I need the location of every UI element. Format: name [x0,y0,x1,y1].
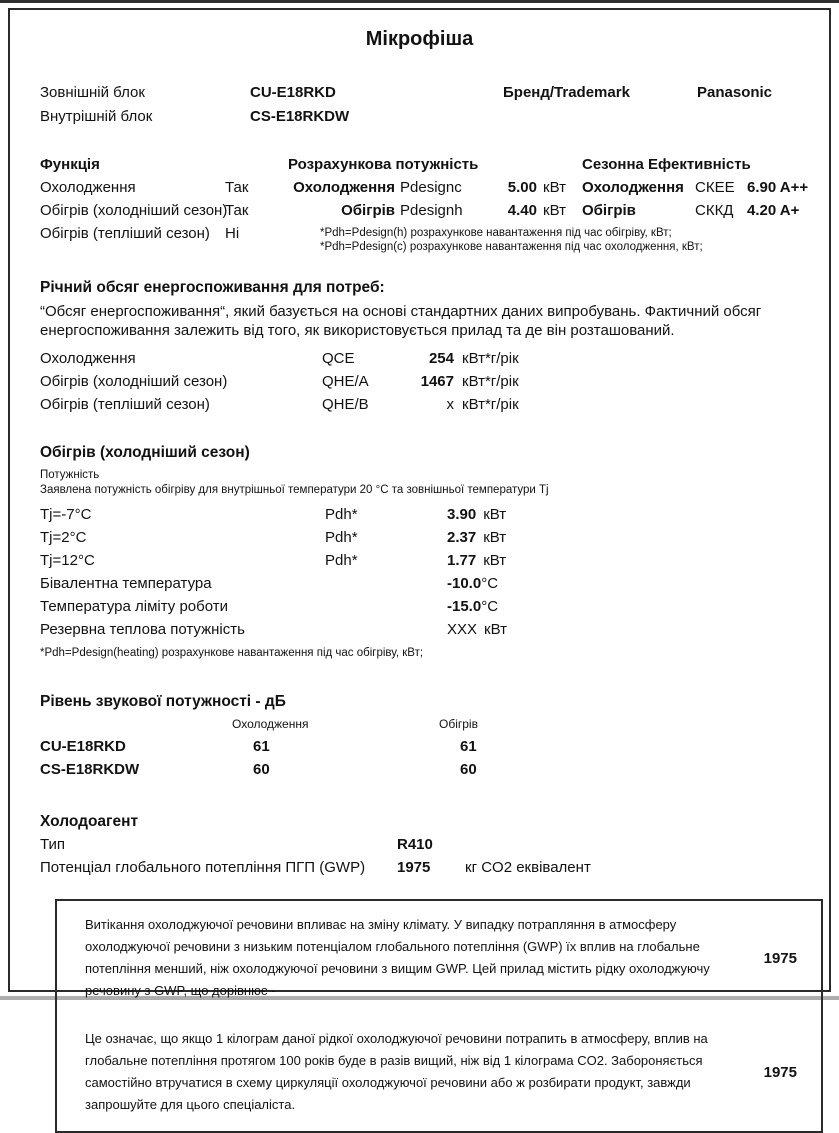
function-label: Обігрів (тепліший сезон) [40,225,210,242]
heating-footnote: *Pdh=Pdesign(heating) розрахункове навантаження під час обігріву, кВт; [40,647,424,659]
sound-cooling-value: 60 [253,761,270,778]
heating-row [40,572,819,595]
design-capacity-header: Розрахункова потужність [288,156,479,173]
heating-value: 3.90 [447,506,477,523]
refrigerant-type-label: Тип [40,836,66,853]
refrigerant-type-value: R410 [397,836,433,853]
refrigerant-gwp-value: 1975 [397,859,431,876]
capacity-unit: кВт [543,202,566,219]
heating-unit: °C [481,598,499,615]
heating-label: Резервна теплова потужність [40,621,245,638]
energy-label: Обігрів (тепліший сезон) [40,396,210,413]
refrigerant-gwp-row [40,856,819,879]
sound-model: CS-E18RKDW [40,761,140,778]
heating-value: 1.77 [447,552,477,569]
outdoor-unit-row [40,81,819,105]
refrigerant-section [40,811,819,879]
energy-unit: кВт*г/рік [462,373,519,390]
notice-gwp-value: 1975 [763,1063,797,1081]
function-row [40,199,285,222]
notice-text: Це означає, що якщо 1 кілограм даної рідкої охолоджуючої речовини потрапить в атмосферу, вплив на глобальне потепління протягом 100 років буде в разів вищий, ніж від 1 кілограма CO2. Забороняється самостійно втручатися в схему циркуляції охолоджуючої речовини або ж розбирати продукт, завжди запрошуйте для цього спеціаліста. [85,1031,708,1112]
capacity-mode: Охолодження [293,179,395,196]
spacer [503,105,697,129]
refrigerant-gwp-label: Потенціал глобального потепління ПГП (GWP) [40,859,366,876]
document-content [10,81,829,1133]
function-column [40,153,285,245]
heating-param: Pdh* [325,552,358,569]
efficiency-row [582,176,837,199]
heating-value-cell [447,595,819,618]
sound-cooling-value: 61 [253,738,270,755]
heating-param: Pdh* [325,506,358,523]
sound-power-row [40,758,819,781]
document-page [8,8,831,1112]
annual-energy-section [40,277,819,416]
energy-value: 254 [428,350,454,367]
capacity-footnote: *Pdh=Pdesign(c) розрахункове навантаження під час охолодження, кВт; [320,241,703,253]
function-label: Охолодження [40,179,136,196]
spacer [40,713,232,735]
capacity-unit: кВт [543,179,566,196]
notice-paragraph [85,914,805,1002]
refrigerant-header: Холодоагент [40,813,139,830]
efficiency-mode: Обігрів [582,202,636,219]
notice-gwp-value: 1975 [763,949,797,967]
annual-energy-header: Річний обсяг енергоспоживання для потреб: [40,279,385,296]
indoor-unit-label: Внутрішній блок [40,108,153,125]
capacity-mode: Обігрів [341,202,395,219]
heating-label: Температура ліміту роботи [40,598,228,615]
capacity-footnotes [320,226,703,254]
energy-code: QHE/A [322,373,369,390]
heating-value: -10.0 [447,575,482,592]
identity-section [40,81,819,129]
function-header: Функція [40,156,100,173]
efficiency-row [582,199,837,222]
notice-text: Витікання охолоджуючої речовини впливає на зміну клімату. У випадку потрапляння в атмосферу охолоджуючої речовини з низьким потенціалом глобального потепління (GWP) їх вплив на глобальне потепління менший, ніж охолоджуючої речовини з вищим GWP. Цей прилад містить рідку охолоджуючу речовину з GWP, що дорівнює - [85,917,710,998]
capacity-value: 4.40 [507,202,537,219]
heating-param: Pdh* [325,529,358,546]
capacity-value: 5.00 [507,179,537,196]
page-title: Мікрофіша [365,28,474,50]
outdoor-unit-model: CU-E18RKD [250,84,336,101]
refrigerant-type-row [40,833,819,856]
heating-value-cell [447,549,819,572]
notice-paragraph [85,1028,805,1116]
capacity-param: Pdesignh [400,202,463,219]
capacity-param: Pdesignc [400,179,462,196]
brand-label: Бренд/Trademark [503,84,630,101]
refrigerant-notice-box [55,899,823,1133]
energy-label: Охолодження [40,350,136,367]
specs-section [40,153,819,257]
sound-power-section [40,691,819,781]
energy-unit: кВт*г/рік [462,396,519,413]
sound-heating-value: 60 [460,761,477,778]
function-value: Так [225,179,249,196]
scan-artifact-top [0,0,839,3]
heating-value-cell [447,572,819,595]
annual-energy-note: “Обсяг енергоспоживання“, який базується на основі стандартних даних випробувань. Фактичний обсяг енергоспоживання залежить від того, як використовується прилад та де він розташований. [40,303,762,339]
heating-label: Tj=-7°C [40,506,92,523]
heating-value-cell [447,526,819,549]
energy-value: x [446,396,454,413]
heating-row [40,595,819,618]
sound-power-row [40,735,819,758]
annual-energy-row [40,347,819,370]
function-row [40,176,285,199]
efficiency-code: СКЕЕ [695,179,735,196]
sound-model: CU-E18RKD [40,738,126,755]
capacity-footnote: *Pdh=Pdesign(h) розрахункове навантаження під час обігріву, кВт; [320,227,672,239]
energy-value: 1467 [420,373,454,390]
heating-unit: кВт [483,529,507,546]
heating-unit: °C [481,575,499,592]
heating-subnote-line1: Потужність [40,469,100,481]
heating-label: Tj=2°C [40,529,87,546]
energy-unit: кВт*г/рік [462,350,519,367]
heating-unit: кВт [484,621,507,638]
indoor-unit-row [40,105,819,129]
energy-code: QHE/B [322,396,369,413]
sound-heating-value: 61 [460,738,477,755]
heating-subnote [40,468,819,498]
spacer [697,105,819,129]
heating-value-cell [447,618,819,641]
heating-row [40,618,819,641]
design-capacity-row [288,199,593,222]
function-value: Так [225,202,249,219]
efficiency-value: 4.20 A+ [747,202,800,219]
outdoor-unit-label: Зовнішній блок [40,84,145,101]
seasonal-efficiency-header: Сезонна Ефективність [582,156,751,173]
heating-section [40,442,819,661]
heating-param [325,572,447,595]
heating-unit: кВт [483,552,507,569]
spacer [465,833,819,856]
sound-col-cooling: Охолодження [232,717,309,731]
sound-col-heating: Обігрів [439,717,478,731]
heating-param [325,595,447,618]
heating-subnote-line2: Заявлена потужність обігріву для внутрішньої температури 20 °C та зовнішньої температури Tj [40,484,549,496]
efficiency-code: СККД [695,202,734,219]
function-row [40,222,285,245]
heating-label: Tj=12°C [40,552,95,569]
seasonal-efficiency-column [582,153,837,222]
energy-label: Обігрів (холодніший сезон) [40,373,228,390]
heating-row [40,549,819,572]
heating-value: XXX [447,621,478,638]
energy-code: QCE [322,350,355,367]
function-value: Ні [225,225,240,242]
heating-unit: кВт [483,506,507,523]
heating-param [325,618,447,641]
refrigerant-gwp-unit: кг CO2 еквівалент [465,859,591,876]
sound-power-header: Рівень звукової потужності - дБ [40,693,286,710]
heating-value: -15.0 [447,598,482,615]
heating-row [40,503,819,526]
heating-value-cell [447,503,819,526]
efficiency-value: 6.90 A++ [747,179,809,196]
heating-header: Обігрів (холодніший сезон) [40,444,250,461]
efficiency-mode: Охолодження [582,179,684,196]
annual-energy-row [40,370,819,393]
heating-label: Бівалентна температура [40,575,212,592]
function-label: Обігрів (холодніший сезон) [40,202,228,219]
sound-power-column-headers [40,713,819,735]
indoor-unit-model: CS-E18RKDW [250,108,350,125]
heating-value: 2.37 [447,529,477,546]
heating-row [40,526,819,549]
design-capacity-row [288,176,593,199]
annual-energy-row [40,393,819,416]
brand-value: Panasonic [697,84,773,101]
